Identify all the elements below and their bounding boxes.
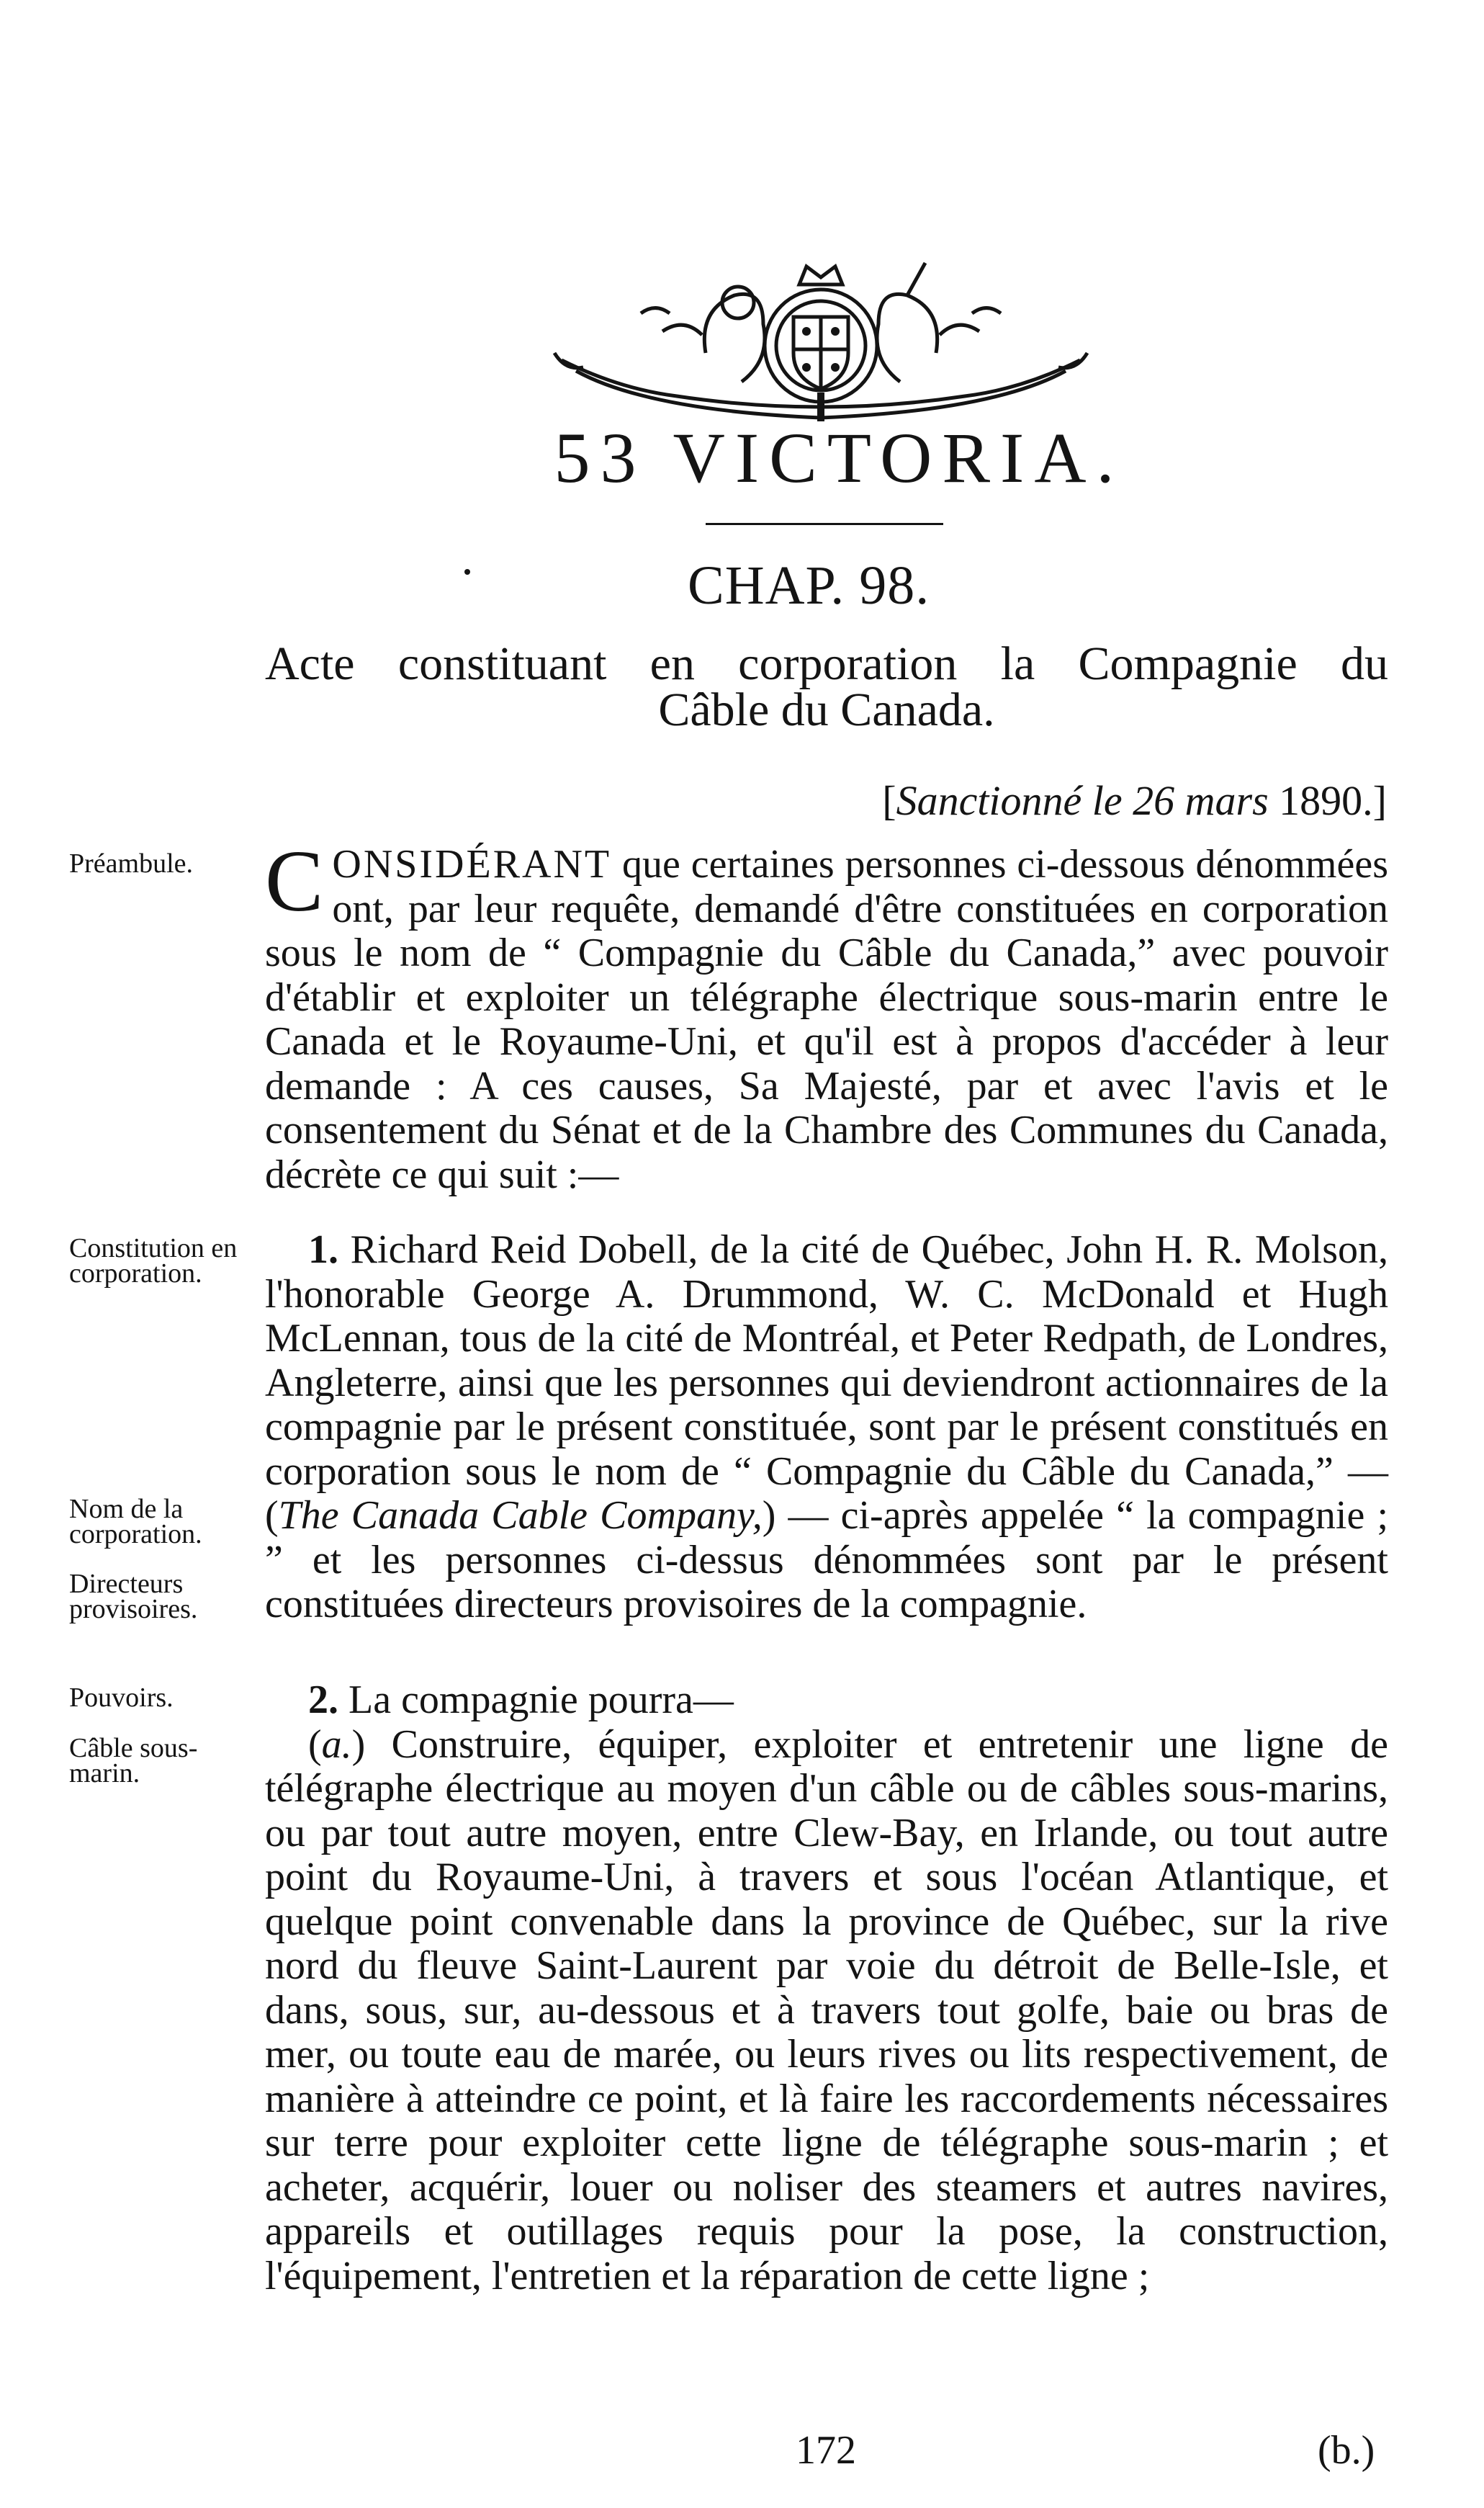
section-2-item-label: a. <box>321 1721 352 1767</box>
section-1 <box>265 1228 1388 1627</box>
royal-coat-of-arms-icon <box>533 245 1109 425</box>
margin-note-name: Nom de la corporation. <box>69 1494 202 1549</box>
preamble-first-word: ONSIDÉRANT <box>332 842 612 887</box>
page-title: 53 VICTORIA. <box>554 418 1125 498</box>
margin-note-directors: Directeurs provisoires. <box>69 1569 198 1624</box>
act-title <box>265 637 1388 736</box>
section-2-intro: La compagnie pourra— <box>338 1678 734 1722</box>
section-2: 2. La compagnie pourra— (a.) Construire, équiper, exploiter et entretenir une ligne de télégraphe électrique au moyen d'un câble ou de câbles sous-marins, ou par tout autre moyen, entre Clew-Bay, en Irlande, ou tout autre point du Royaume-Uni, à travers et sous l'océan Atlantique, et quelque point convenable dans la province de Québec, sur la rive nord du fleuve Saint-Laurent par voie du détroit de Belle-Isle, et dans, sous, sur, au-dessous et à travers tout golfe, baie ou bras de mer, ou toute eau de marée, ou leurs rives ou lits respectivement, de manière à atteindre ce point, et là faire les raccordements nécessaires sur terre pour exploiter cette ligne de télégraphe sous-marin ; et acheter, acquérir, louer ou noliser des steamers et autres navires, appareils et outillages requis pour la pose, la construction, l'équipement, l'entretien et la réparation de cette ligne ; <box>265 1678 1388 2298</box>
sanction-date <box>882 776 1387 825</box>
margin-note-constitution: Constitution en corporation. <box>69 1233 238 1289</box>
section-1-english-name: The Canada Cable Company, <box>278 1493 763 1538</box>
section-1-text-a: Richard Reid Dobell, de la cité de Québec, John H. R. Molson, l'honorable George A. Drummond, W. C. McDonald et Hugh McLennan, tous de la cité de Montréal, et Peter Redpath, de Londres, Angleterre, ainsi que les personnes qui deviendront actionnaires de la compagnie par le présent constituée, sont par le présent constitués en corporation sous le nom de “ Compagnie du Câble du Canada,” — ( <box>265 1227 1388 1538</box>
preamble-paragraph <box>265 833 1388 1197</box>
stray-dot <box>464 569 470 575</box>
section-2-number: 2. <box>308 1678 338 1722</box>
sanction-year: 1890.] <box>1268 777 1387 824</box>
next-item-marker: (b.) <box>1318 2428 1375 2473</box>
section-2-item-text: Construire, équiper, exploiter et entretenir une ligne de télégraphe électrique au moyen d'un câble ou de câbles sous-marins, ou par tout autre moyen, entre Clew-Bay, en Irlande, ou tout autre point du Royaume-Uni, à travers et sous l'océan Atlantique, et quelque point convenable dans la province de Québec, sur la rive nord du fleuve Saint-Laurent par voie du détroit de Belle-Isle, et dans, sous, sur, au-dessous et à travers tout golfe, baie ou bras de mer, ou toute eau de marée, ou leurs rives ou lits respectivement, de manière à atteindre ce point, et là faire les raccordements nécessaires sur terre pour exploiter cette ligne de télégraphe sous-marin ; et acheter, acquérir, louer ou noliser des steamers et autres navires, appareils et outillages requis pour la pose, la construction, l'équipement, l'entretien et la réparation de cette ligne ; <box>265 1721 1388 2298</box>
act-title-line-2: Câble du Canada. <box>658 684 995 736</box>
margin-note-cable: Câble sous-marin. <box>69 1733 198 1788</box>
margin-note-powers: Pouvoirs. <box>69 1683 174 1713</box>
section-1-text-b: ) — ci-après appelée “ la compagnie ; ” et les personnes ci-dessus dénommées sont par le présent constituées directeurs provisoires de la compagnie. <box>265 1493 1388 1626</box>
act-title-line-1: Acte constituant en corporation la Compagnie du <box>265 637 1388 690</box>
section-1-number: 1. <box>308 1227 338 1272</box>
chapter-number: CHAP. 98. <box>688 555 930 616</box>
title-rule <box>706 523 943 525</box>
sanction-bracket: [ <box>882 777 896 824</box>
preamble-dropcap: C <box>265 833 324 930</box>
sanction-label: Sanctionné le 26 mars <box>896 777 1269 824</box>
preamble-text: que certaines personnes ci-dessous dénommées ont, par leur requête, demandé d'être constituées en corporation sous le nom de “ Compagnie du Câble du Canada,” avec pouvoir d'établir et exploiter un télégraphe électrique sous-marin entre le Canada et le Royaume-Uni, et qu'il est à propos d'accéder à leur demande : A ces causes, Sa Majesté, par et avec l'avis et le consentement du Sénat et de la Chambre des Communes du Canada, décrète ce qui suit :— <box>265 842 1388 1197</box>
margin-note-preamble: Préambule. <box>69 848 194 879</box>
page-number: 172 <box>796 2428 856 2473</box>
